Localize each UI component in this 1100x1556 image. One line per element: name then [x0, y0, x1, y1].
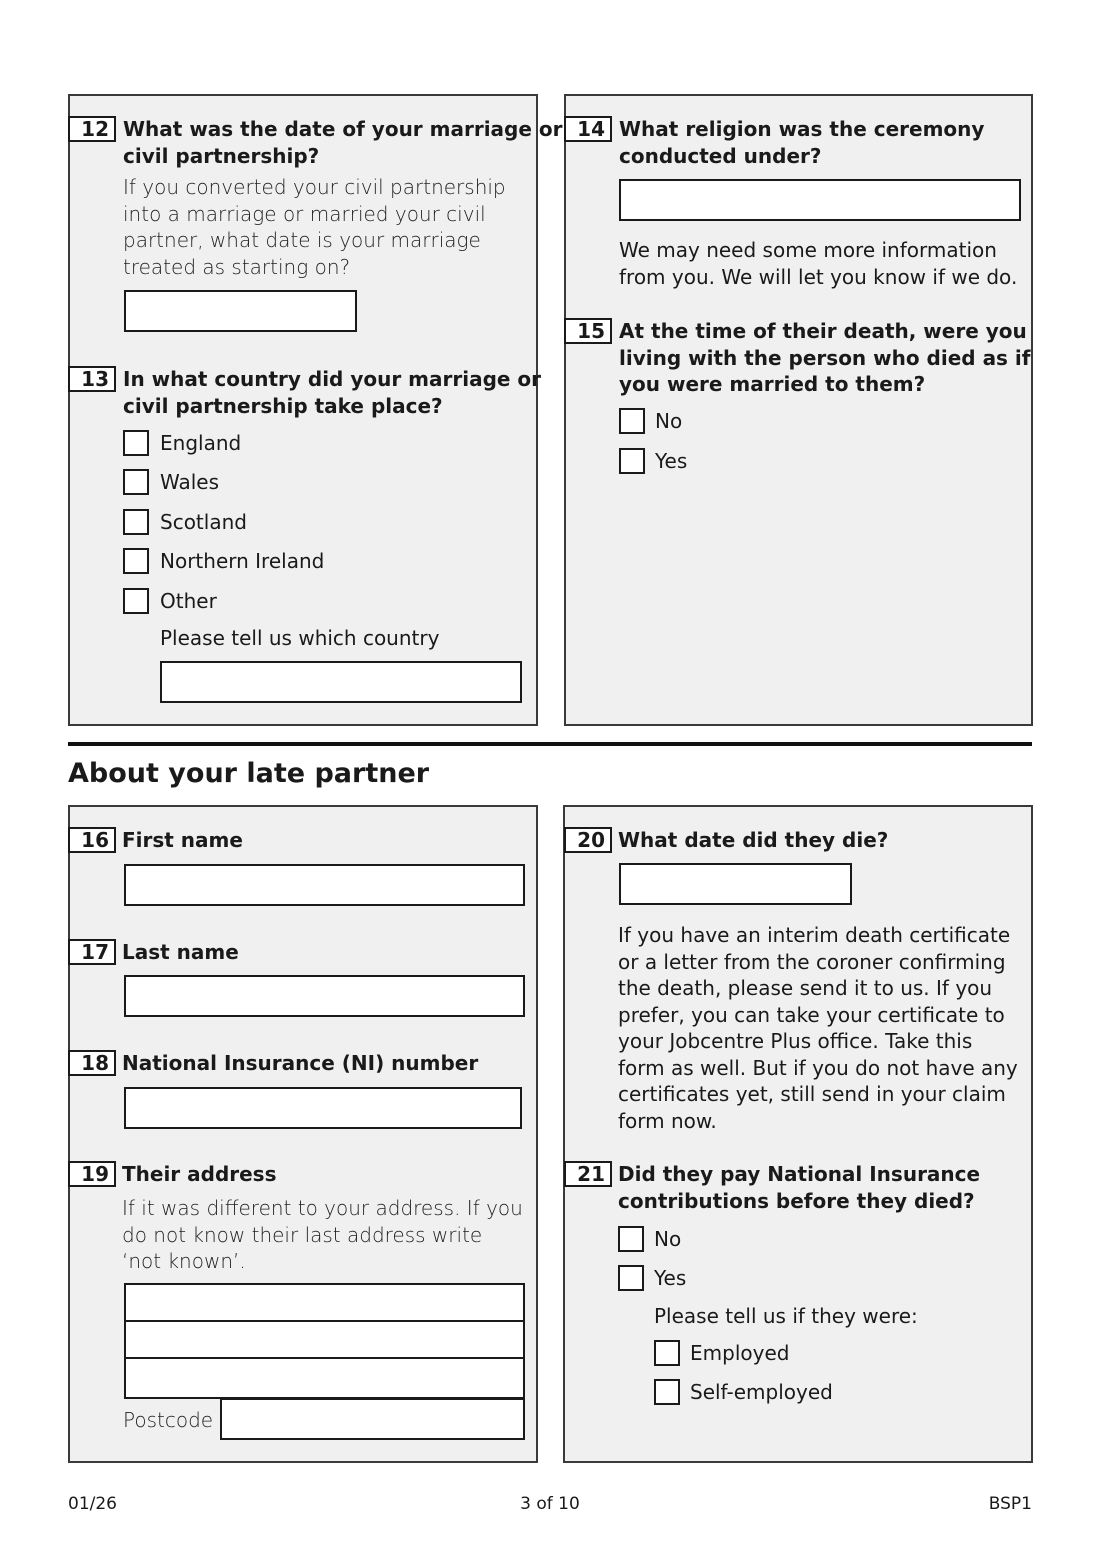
checkbox-wales[interactable]: [123, 469, 149, 495]
form-reference: BSP1: [988, 1494, 1032, 1514]
hint-line: partner, what date is your marriage: [123, 228, 481, 252]
checkbox-employed[interactable]: [654, 1340, 680, 1366]
checkbox-no[interactable]: [619, 408, 645, 434]
section-heading: About your late partner: [68, 758, 430, 789]
question-number: 15: [564, 318, 612, 344]
checkbox-yes[interactable]: [619, 448, 645, 474]
question-hint: [122, 1195, 523, 1275]
page-number: 3 of 10: [520, 1494, 580, 1514]
ni-number-field[interactable]: [124, 1087, 522, 1129]
date-of-death-field[interactable]: [619, 863, 852, 905]
address-line-2-field[interactable]: [124, 1320, 525, 1360]
note-line: We may need some more information: [619, 238, 997, 262]
employment-prompt: Please tell us if they were:: [654, 1304, 918, 1328]
note-line: or a letter from the coroner confirming: [618, 949, 1006, 974]
question-title: [123, 116, 563, 169]
question-number: 12: [68, 116, 116, 142]
first-name-field[interactable]: [124, 864, 525, 906]
question-number: 18: [68, 1050, 116, 1076]
checkbox-label: Other: [160, 589, 217, 613]
info-note: [619, 237, 1017, 290]
title-line: What was the date of your marriage or: [123, 117, 563, 141]
checkbox-other[interactable]: [123, 588, 149, 614]
section-divider: [68, 742, 1032, 746]
note-line: certificates yet, still send in your claim: [618, 1082, 1006, 1106]
address-line-1-field[interactable]: [124, 1283, 525, 1323]
hint-line: ‘not known’.: [122, 1249, 246, 1273]
question-number: 21: [564, 1161, 612, 1187]
checkbox-northern-ireland[interactable]: [123, 548, 149, 574]
title-line: civil partnership?: [123, 143, 320, 168]
note-line: form as well. But if you do not have any: [618, 1055, 1018, 1080]
note-line: prefer, you can take your certificate to: [618, 1002, 1005, 1027]
question-number: 14: [564, 116, 612, 142]
question-title: First name: [122, 828, 243, 852]
question-title: [619, 116, 984, 169]
other-country-field[interactable]: [160, 661, 522, 703]
title-line: civil partnership take place?: [123, 393, 443, 418]
checkbox-label: Yes: [655, 449, 688, 473]
checkbox-england[interactable]: [123, 430, 149, 456]
info-note: [618, 922, 1018, 1134]
title-line: At the time of their death, were you: [619, 319, 1027, 343]
checkbox-label: Northern Ireland: [160, 549, 325, 573]
question-title: National Insurance (NI) number: [122, 1051, 479, 1075]
note-line: from you. We will let you know if we do.: [619, 264, 1018, 289]
checkbox-label: Yes: [654, 1266, 687, 1290]
postcode-label: Postcode: [123, 1408, 214, 1432]
note-line: If you have an interim death certificate: [618, 923, 1011, 947]
question-title: [618, 1161, 980, 1214]
note-line: form now.: [618, 1108, 717, 1133]
checkbox-label: Scotland: [160, 510, 247, 534]
question-number: 19: [68, 1161, 116, 1187]
question-number: 17: [68, 939, 116, 965]
checkbox-label: No: [654, 1227, 682, 1251]
address-line-3-field[interactable]: [124, 1357, 525, 1399]
other-country-prompt: Please tell us which country: [160, 626, 440, 650]
question-title: Last name: [122, 940, 239, 964]
title-line: In what country did your marriage or: [123, 367, 542, 391]
checkbox-label: Employed: [690, 1341, 790, 1365]
question-title: [619, 318, 1030, 398]
checkbox-label: No: [655, 409, 683, 433]
postcode-field[interactable]: [220, 1398, 525, 1440]
title-line: Did they pay National Insurance: [618, 1162, 981, 1186]
checkbox-label: England: [160, 431, 242, 455]
hint-line: do not know their last address write: [122, 1222, 483, 1247]
question-number: 20: [564, 827, 612, 853]
question-title: What date did they die?: [618, 828, 889, 852]
hint-line: treated as starting on?: [123, 254, 351, 279]
checkbox-scotland[interactable]: [123, 509, 149, 535]
checkbox-label: Wales: [160, 470, 220, 494]
religion-field[interactable]: [619, 179, 1021, 221]
question-number: 13: [68, 366, 116, 392]
title-line: conducted under?: [619, 143, 822, 168]
title-line: What religion was the ceremony: [619, 117, 985, 141]
checkbox-yes[interactable]: [618, 1265, 644, 1291]
title-line: you were married to them?: [619, 372, 926, 396]
hint-line: If you converted your civil partnership: [123, 175, 506, 199]
marriage-date-field[interactable]: [124, 290, 357, 332]
question-title: Their address: [122, 1162, 277, 1186]
checkbox-no[interactable]: [618, 1226, 644, 1252]
last-name-field[interactable]: [124, 975, 525, 1017]
checkbox-self-employed[interactable]: [654, 1379, 680, 1405]
checkbox-label: Self-employed: [690, 1380, 833, 1404]
hint-line: If it was different to your address. If you: [122, 1196, 523, 1220]
question-title: [123, 366, 541, 419]
question-hint: [123, 174, 506, 280]
question-number: 16: [68, 827, 116, 853]
note-line: the death, please send it to us. If you: [618, 976, 993, 1000]
title-line: living with the person who died as if: [619, 345, 1031, 370]
title-line: contributions before they died?: [618, 1188, 975, 1213]
hint-line: into a marriage or married your civil: [123, 201, 486, 226]
form-date-code: 01/26: [68, 1494, 117, 1514]
note-line: your Jobcentre Plus office. Take this: [618, 1029, 973, 1053]
